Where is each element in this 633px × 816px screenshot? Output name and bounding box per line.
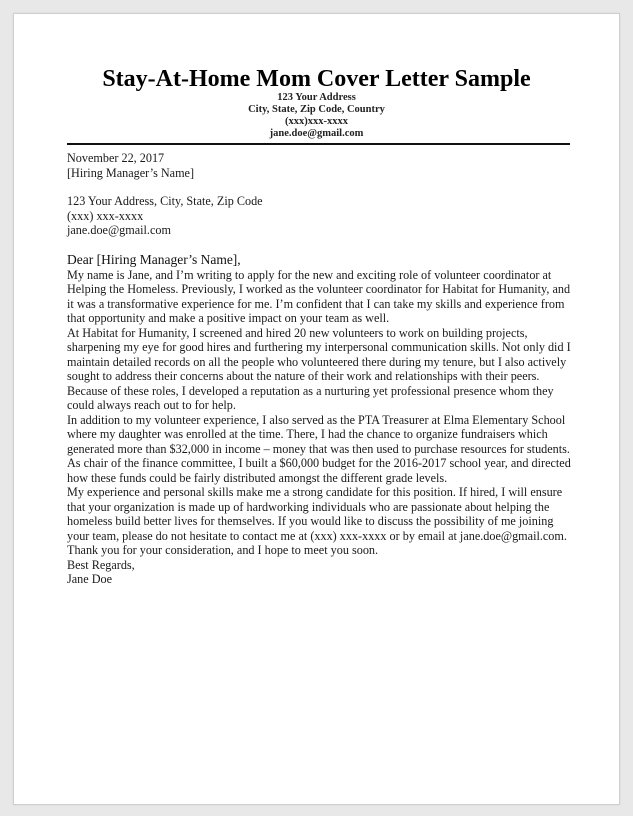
paragraph-habitat: At Habitat for Humanity, I screened and hired 20 new volunteers to work on building projects, sharpening my eye for good hires and furthering my interpersonal communication skills. Not only did I maintain detailed records on all the people who volunteered there during my tenure, but I also actively sought to address their concerns about the nature of their work and relationships with their peers. Because of these roles, I developed a reputation as a nurturing yet professional presence whom they could always reach out to for help.	[67, 325, 571, 412]
letter-body	[67, 151, 572, 587]
page-title: Stay-At-Home Mom Cover Letter Sample	[102, 66, 531, 92]
paragraph-intro: My name is Jane, and I’m writing to apply for the new and exciting role of volunteer coordinator at Helping the Homeless. Previously, I worked as the volunteer coordinator for Habitat for Humanity, and it was a transformative experience for me. I’m confident that I can take my skills and experience from that opportunity and make a positive impact on your team as well.	[67, 267, 571, 325]
paragraph-closing-pitch: My experience and personal skills make me a strong candidate for this position. If hired, I will ensure that your organization is made up of hardworking individuals who are passionate about helping the homeless build better lives for themselves. If you would like to discuss the possibility of me joining your team, please do not hesitate to contact me at (xxx) xxx-xxxx or by email at jane.doe@gmail.com. Thank you for your consideration, and I hope to meet you soon.	[67, 485, 567, 557]
sender-email: jane.doe@gmail.com	[67, 223, 171, 237]
letter-date: November 22, 2017	[67, 151, 165, 165]
header-email: jane.doe@gmail.com	[269, 128, 364, 139]
header-phone: (xxx)xxx-xxxx	[285, 116, 348, 127]
salutation: Dear [Hiring Manager’s Name],	[67, 251, 241, 267]
sender-phone: (xxx) xxx-xxxx	[67, 208, 144, 223]
document-page	[13, 13, 620, 805]
header-divider	[67, 143, 570, 145]
paragraph-pta: In addition to my volunteer experience, I also served as the PTA Treasurer at Elma Elementary School where my daughter was enrolled at the time. There, I had the chance to organize fundraisers which generated more than $32,000 in income – money that was then used to purchase resources for students. As chair of the finance committee, I built a $60,000 budget for the 2016-2017 school year, and directed how these funds could be fairly distributed amongst the different grade levels.	[67, 412, 571, 485]
date-recipient-block	[67, 151, 572, 180]
header-address: 123 Your Address	[277, 92, 356, 103]
sender-address: 123 Your Address, City, State, Zip Code	[67, 194, 263, 208]
letter-header	[14, 66, 619, 140]
recipient-name: [Hiring Manager’s Name]	[67, 165, 195, 180]
closing: Best Regards,	[67, 557, 135, 572]
header-city-line: City, State, Zip Code, Country	[248, 104, 385, 115]
signature-name: Jane Doe	[67, 572, 113, 586]
sender-contact-block	[67, 194, 572, 238]
